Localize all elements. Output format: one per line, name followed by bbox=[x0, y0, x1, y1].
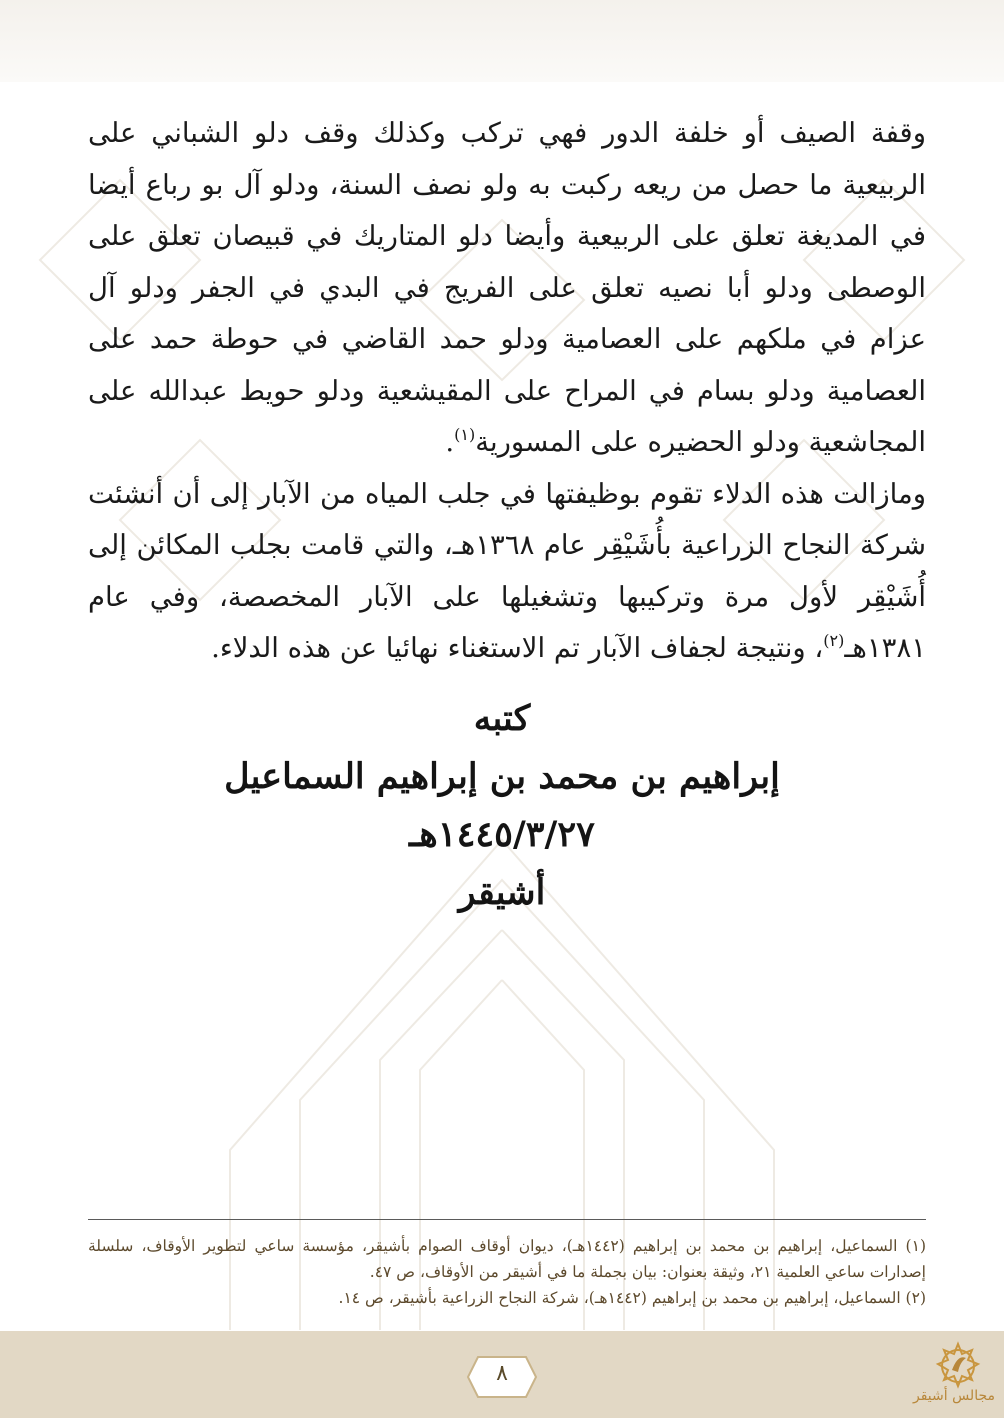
paragraph-2-text-a: ومازالت هذه الدلاء تقوم بوظيفتها في جلب المياه من الآبار إلى أن أنشئت شركة النجاح الزراعية بأُشَيْقِر عام ١٣٦٨هـ، والتي قامت بجلب المكائن إلى أُشَيْقِر لأول مرة وتركيبها وتشغيلها على الآبار المخصصة، وفي عام ١٣٨١هـ bbox=[88, 477, 926, 664]
logo-text: مجالس أشيقر bbox=[912, 1388, 996, 1404]
paragraph-1 bbox=[88, 108, 926, 469]
footnote-ref-1: (١) bbox=[454, 425, 476, 444]
page-number: ٨ bbox=[496, 1361, 508, 1386]
paragraph-1-text: وقفة الصيف أو خلفة الدور فهي تركب وكذلك وقف دلو الشباني على الربيعية ما حصل من ريعه ركبت به ولو نصف السنة، ودلو آل بو رباع أيضا في المديغة تعلق على الربيعية وأيضا دلو المتاريك في قبيصان تعلق على الوصطى ودلو أبا نصيه تعلق على الفريج في البدي في الجفر ودلو آل عزام في ملكهم على العصامية ودلو حمد القاضي في حوطة حمد على العصامية ودلو بسام في المراح على المقيشعية ودلو حويط عبدالله على المجاشعية ودلو الحضيره على المسورية bbox=[88, 117, 926, 458]
signature-place: أشيقر bbox=[458, 872, 546, 913]
signature-block bbox=[0, 690, 1004, 922]
paragraph-2-text-b: ، ونتيجة لجفاف الآبار تم الاستغناء نهائيا عن هذه الدلاء. bbox=[211, 632, 824, 664]
header-band bbox=[0, 0, 1004, 82]
footnote-ref-2: (٢) bbox=[823, 631, 845, 650]
footnotes bbox=[88, 1233, 926, 1311]
author-name: إبراهيم بن محمد بن إبراهيم السماعيل bbox=[224, 756, 780, 797]
body-text bbox=[88, 108, 926, 675]
footnote-divider bbox=[88, 1219, 926, 1220]
written-by-label: كتبه bbox=[473, 698, 531, 739]
signature-date: ١٤٤٥/٣/٢٧هـ bbox=[409, 814, 595, 855]
footnote-1: (١) السماعيل، إبراهيم بن محمد بن إبراهيم (١٤٤٢هـ)، ديوان أوقاف الصوام بأشيقر، مؤسسة ساعي لتطوير الأوقاف، سلسلة إصدارات ساعي العلمية ٢١، وثيقة بعنوان: بيان بجملة ما في أشيقر من الأوقاف، ص ٤٧. bbox=[88, 1237, 926, 1281]
footnote-2: (٢) السماعيل، إبراهيم بن محمد بن إبراهيم (١٤٤٢هـ)، شركة النجاح الزراعية بأشيقر، ص ١٤. bbox=[338, 1289, 926, 1307]
paragraph-2 bbox=[88, 469, 926, 675]
paragraph-1-end: . bbox=[445, 426, 455, 458]
logo-icon bbox=[918, 1340, 998, 1418]
